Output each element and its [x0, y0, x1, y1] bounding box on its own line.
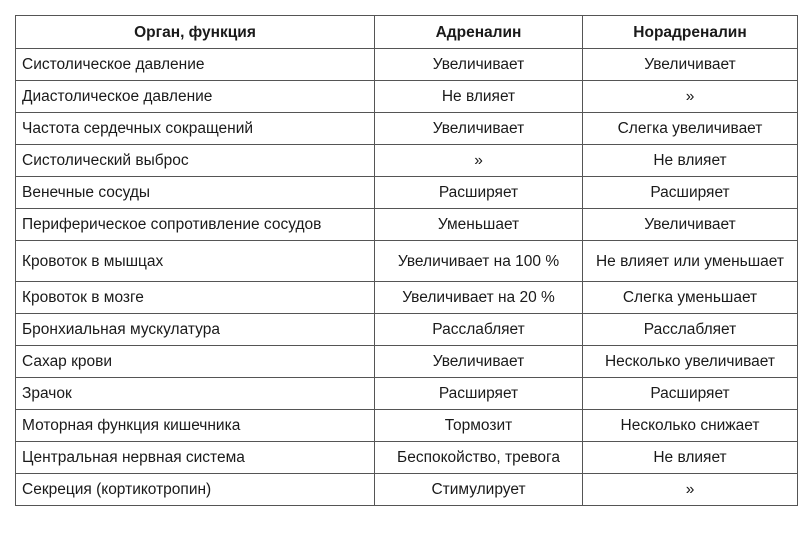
organ-cell: Систолическое давление: [16, 49, 375, 81]
table-row: [16, 113, 798, 145]
header-organ: Орган, функция: [16, 16, 375, 49]
organ-cell: Моторная функция кишечника: [16, 410, 375, 442]
organ-cell: Кровоток в мышцах: [16, 241, 375, 282]
noradrenaline-cell: Несколько увеличивает: [583, 346, 798, 378]
table-row: [16, 177, 798, 209]
adrenaline-cell: Расслабляет: [375, 314, 583, 346]
organ-cell: Секреция (кортикотропин): [16, 474, 375, 506]
noradrenaline-cell: Слегка уменьшает: [583, 282, 798, 314]
organ-cell: Частота сердечных сокращений: [16, 113, 375, 145]
table-row: [16, 209, 798, 241]
adrenaline-cell: Не влияет: [375, 81, 583, 113]
organ-cell: Периферическое сопротивление сосудов: [16, 209, 375, 241]
organ-cell: Бронхиальная мускулатура: [16, 314, 375, 346]
adrenaline-cell: »: [375, 145, 583, 177]
table-row: [16, 378, 798, 410]
header-row: [16, 16, 798, 49]
adrenaline-cell: Увеличивает на 20 %: [375, 282, 583, 314]
organ-cell: Кровоток в мозге: [16, 282, 375, 314]
table-row: [16, 145, 798, 177]
adrenaline-cell: Увеличивает: [375, 346, 583, 378]
noradrenaline-cell: Увеличивает: [583, 49, 798, 81]
comparison-table: [15, 15, 798, 506]
organ-cell: Сахар крови: [16, 346, 375, 378]
noradrenaline-cell: »: [583, 81, 798, 113]
adrenaline-cell: Расширяет: [375, 378, 583, 410]
adrenaline-cell: Увеличивает: [375, 113, 583, 145]
table-row: [16, 241, 798, 282]
adrenaline-cell: Стимулирует: [375, 474, 583, 506]
organ-cell: Систолический выброс: [16, 145, 375, 177]
noradrenaline-cell: Не влияет: [583, 145, 798, 177]
adrenaline-cell: Беспокойство, тревога: [375, 442, 583, 474]
organ-cell: Зрачок: [16, 378, 375, 410]
noradrenaline-cell: Слегка увеличивает: [583, 113, 798, 145]
table-row: [16, 49, 798, 81]
noradrenaline-cell: Несколько снижает: [583, 410, 798, 442]
noradrenaline-cell: Не влияет или уменьшает: [583, 241, 798, 282]
table-row: [16, 442, 798, 474]
organ-cell: Центральная нервная система: [16, 442, 375, 474]
table-row: [16, 314, 798, 346]
table-row: [16, 410, 798, 442]
header-noradrenaline: Норадреналин: [583, 16, 798, 49]
adrenaline-cell: Уменьшает: [375, 209, 583, 241]
header-adrenaline: Адреналин: [375, 16, 583, 49]
noradrenaline-cell: Не влияет: [583, 442, 798, 474]
noradrenaline-cell: Расширяет: [583, 378, 798, 410]
adrenaline-cell: Увеличивает на 100 %: [375, 241, 583, 282]
adrenaline-cell: Увеличивает: [375, 49, 583, 81]
table-row: [16, 282, 798, 314]
table-row: [16, 346, 798, 378]
organ-cell: Диастолическое давление: [16, 81, 375, 113]
noradrenaline-cell: Расслабляет: [583, 314, 798, 346]
organ-cell: Венечные сосуды: [16, 177, 375, 209]
adrenaline-cell: Тормозит: [375, 410, 583, 442]
noradrenaline-cell: Расширяет: [583, 177, 798, 209]
noradrenaline-cell: »: [583, 474, 798, 506]
adrenaline-cell: Расширяет: [375, 177, 583, 209]
noradrenaline-cell: Увеличивает: [583, 209, 798, 241]
table-row: [16, 474, 798, 506]
table-row: [16, 81, 798, 113]
